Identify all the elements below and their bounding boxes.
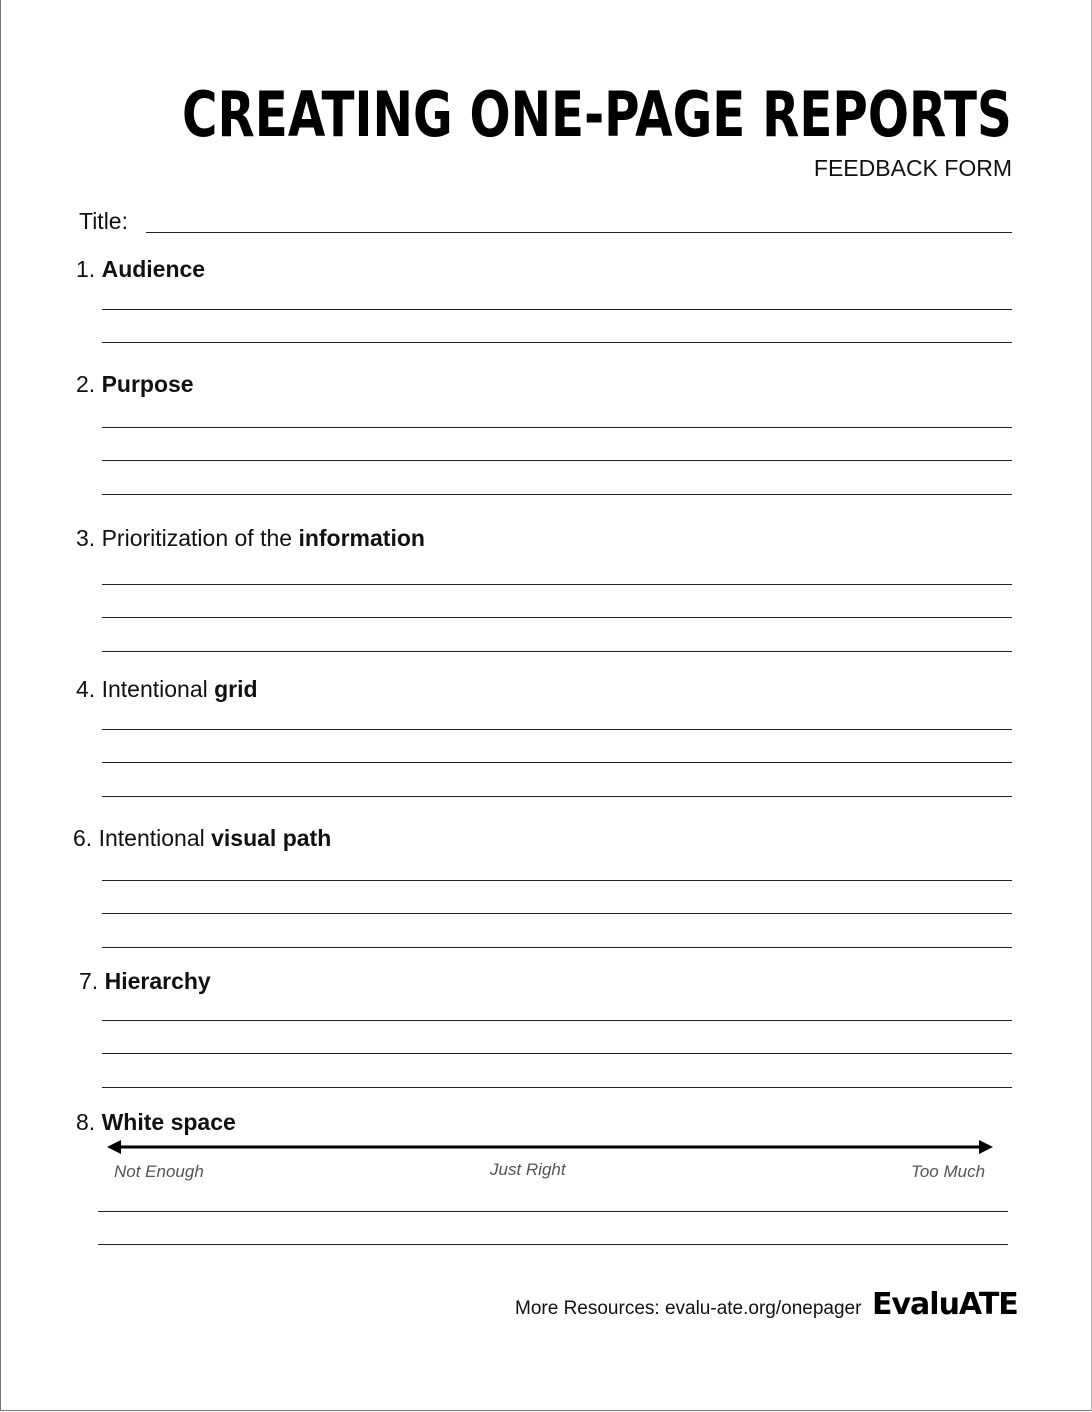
page-subtitle: FEEDBACK FORM <box>813 155 1012 181</box>
question-grid <box>76 676 258 703</box>
answer-line[interactable] <box>102 617 1012 618</box>
question-text: Intentional <box>98 825 212 851</box>
answer-line[interactable] <box>102 584 1012 585</box>
question-keyword: grid <box>214 676 258 702</box>
answer-line[interactable] <box>102 342 1012 343</box>
scale-label-left: Not Enough <box>114 1162 204 1181</box>
question-keyword: visual path <box>211 825 332 851</box>
question-number: 4. <box>76 676 96 702</box>
scale-label-right: Too Much <box>911 1162 986 1181</box>
question-keyword: information <box>298 525 425 551</box>
answer-line[interactable] <box>102 796 1012 797</box>
answer-line[interactable] <box>102 947 1012 948</box>
answer-line[interactable] <box>102 762 1012 763</box>
question-visual-path <box>73 825 331 852</box>
question-text: Intentional <box>101 676 215 702</box>
question-keyword: Purpose <box>101 371 194 397</box>
answer-line[interactable] <box>102 1053 1012 1054</box>
question-information <box>76 525 425 552</box>
question-keyword: Audience <box>101 256 206 282</box>
answer-line[interactable] <box>102 309 1012 310</box>
answer-line[interactable] <box>102 460 1012 461</box>
question-number: 8. <box>76 1109 96 1135</box>
question-white-space <box>76 1109 236 1136</box>
title-label: Title: <box>79 208 128 234</box>
question-number: 7. <box>79 968 99 994</box>
answer-line[interactable] <box>98 1211 1008 1212</box>
answer-line[interactable] <box>102 1087 1012 1088</box>
answer-line[interactable] <box>102 880 1012 881</box>
double-arrow-icon <box>105 1136 995 1158</box>
question-keyword: White space <box>101 1109 236 1135</box>
question-number: 6. <box>73 825 93 851</box>
answer-line[interactable] <box>102 427 1012 428</box>
answer-line[interactable] <box>102 729 1012 730</box>
page-title: CREATING ONE-PAGE REPORTS <box>182 78 1012 151</box>
question-text: Prioritization of the <box>101 525 299 551</box>
scale-label-middle: Just Right <box>490 1160 566 1179</box>
question-audience <box>76 256 205 283</box>
question-purpose <box>76 371 194 398</box>
title-answer-line[interactable] <box>146 232 1012 233</box>
question-hierarchy <box>79 968 211 995</box>
question-number: 3. <box>76 525 96 551</box>
question-number: 1. <box>76 256 96 282</box>
answer-line[interactable] <box>102 1020 1012 1021</box>
resources-text: More Resources: evalu-ate.org/onepager <box>515 1298 862 1319</box>
question-number: 2. <box>76 371 96 397</box>
answer-line[interactable] <box>98 1244 1008 1245</box>
answer-line[interactable] <box>102 494 1012 495</box>
answer-line[interactable] <box>102 651 1012 652</box>
evaluate-logo: EvaluATE <box>872 1287 1018 1322</box>
question-keyword: Hierarchy <box>104 968 211 994</box>
answer-line[interactable] <box>102 913 1012 914</box>
